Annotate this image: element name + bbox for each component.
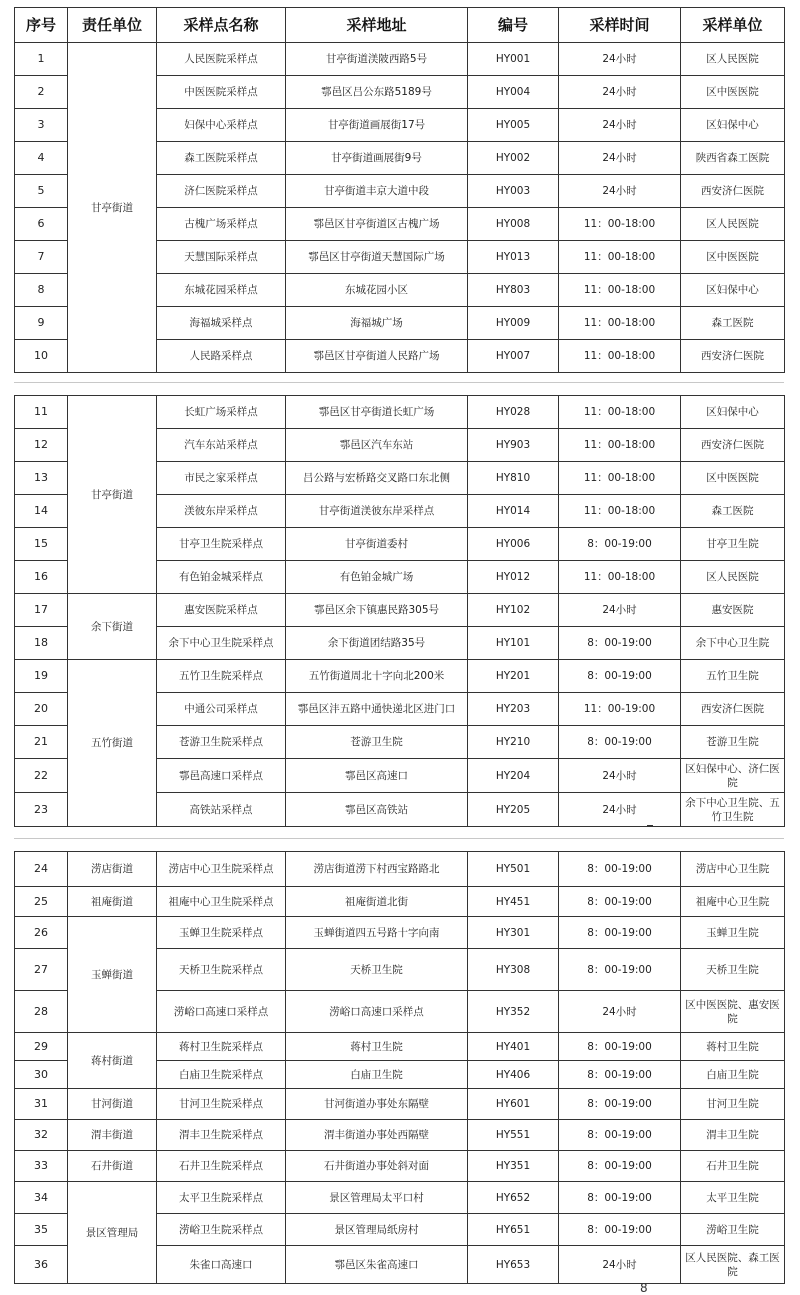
org-cell: 区妇保中心 [681,109,785,142]
name-cell: 甘河卫生院采样点 [157,1089,286,1120]
table-row [15,917,785,949]
unit-cell: 余下街道 [68,594,157,660]
name-cell: 石井卫生院采样点 [157,1151,286,1182]
address-cell: 祖庵街道北街 [286,887,468,917]
address-cell: 蒋村卫生院 [286,1033,468,1061]
seq-cell: 34 [15,1182,68,1214]
org-cell: 西安济仁医院 [681,340,785,373]
org-cell: 渭丰卫生院 [681,1120,785,1151]
time-cell: 11：00-18:00 [559,396,681,429]
org-cell: 五竹卫生院 [681,660,785,693]
code-cell: HY551 [468,1120,559,1151]
time-cell: 24小时 [559,76,681,109]
address-cell: 渭丰街道办事处西隔壁 [286,1120,468,1151]
seq-cell: 33 [15,1151,68,1182]
org-cell: 区人民医院 [681,43,785,76]
name-cell: 古槐广场采样点 [157,208,286,241]
seq-cell: 31 [15,1089,68,1120]
name-cell: 朱雀口高速口 [157,1246,286,1284]
code-cell: HY351 [468,1151,559,1182]
seq-cell: 1 [15,43,68,76]
name-cell: 海福城采样点 [157,307,286,340]
address-cell: 白庙卫生院 [286,1061,468,1089]
org-cell: 区人民医院 [681,561,785,594]
seq-cell: 4 [15,142,68,175]
org-cell: 区妇保中心 [681,274,785,307]
time-cell: 8：00-19:00 [559,660,681,693]
code-cell: HY651 [468,1214,559,1246]
address-cell: 甘亭街道渼陂西路5号 [286,43,468,76]
code-cell: HY352 [468,991,559,1033]
name-cell: 涝峪卫生院采样点 [157,1214,286,1246]
name-cell: 长虹广场采样点 [157,396,286,429]
time-cell: 11：00-19:00 [559,693,681,726]
seq-cell: 30 [15,1061,68,1089]
address-cell: 鄠邑区甘亭街道人民路广场 [286,340,468,373]
seq-cell: 23 [15,793,68,827]
seq-cell: 9 [15,307,68,340]
time-cell: 8：00-19:00 [559,1061,681,1089]
page-number: 8 [640,1281,648,1295]
seq-cell: 7 [15,241,68,274]
address-cell: 余下街道团结路35号 [286,627,468,660]
table-row [15,660,785,693]
code-cell: HY308 [468,949,559,991]
table-row [15,1120,785,1151]
seq-cell: 14 [15,495,68,528]
code-cell: HY008 [468,208,559,241]
unit-cell: 景区管理局 [68,1182,157,1284]
address-cell: 甘河街道办事处东隔壁 [286,1089,468,1120]
code-cell: HY501 [468,852,559,887]
time-cell: 8：00-19:00 [559,917,681,949]
code-cell: HY301 [468,917,559,949]
code-cell: HY210 [468,726,559,759]
time-cell: 11：00-18:00 [559,462,681,495]
seq-cell: 32 [15,1120,68,1151]
code-cell: HY803 [468,274,559,307]
address-cell: 海福城广场 [286,307,468,340]
time-cell: 8：00-19:00 [559,627,681,660]
seq-cell: 36 [15,1246,68,1284]
unit-cell: 渭丰街道 [68,1120,157,1151]
code-cell: HY007 [468,340,559,373]
seq-cell: 20 [15,693,68,726]
name-cell: 太平卫生院采样点 [157,1182,286,1214]
name-cell: 蒋村卫生院采样点 [157,1033,286,1061]
org-cell: 甘河卫生院 [681,1089,785,1120]
time-cell: 8：00-19:00 [559,852,681,887]
table-row [15,1033,785,1061]
code-cell: HY203 [468,693,559,726]
address-cell: 鄠邑区甘亭街道长虹广场 [286,396,468,429]
name-cell: 中通公司采样点 [157,693,286,726]
code-cell: HY013 [468,241,559,274]
table-row [15,852,785,887]
name-cell: 中医医院采样点 [157,76,286,109]
code-cell: HY009 [468,307,559,340]
address-cell: 鄠邑区沣五路中通快递北区进门口 [286,693,468,726]
address-cell: 甘亭街道画展街9号 [286,142,468,175]
address-cell: 涝店街道涝下村西宝路路北 [286,852,468,887]
scan-mark [647,825,653,827]
seq-cell: 25 [15,887,68,917]
org-cell: 西安济仁医院 [681,175,785,208]
name-cell: 涝峪口高速口采样点 [157,991,286,1033]
org-cell: 蒋村卫生院 [681,1033,785,1061]
name-cell: 渼彼东岸采样点 [157,495,286,528]
org-cell: 玉蝉卫生院 [681,917,785,949]
address-cell: 吕公路与宏桥路交叉路口东北侧 [286,462,468,495]
code-cell: HY101 [468,627,559,660]
time-cell: 8：00-19:00 [559,949,681,991]
seq-cell: 17 [15,594,68,627]
address-cell: 鄠邑区吕公东路5189号 [286,76,468,109]
sheet-2-table [14,395,785,827]
time-cell: 24小时 [559,991,681,1033]
seq-cell: 26 [15,917,68,949]
code-cell: HY005 [468,109,559,142]
address-cell: 天桥卫生院 [286,949,468,991]
code-cell: HY006 [468,528,559,561]
name-cell: 鄠邑高速口采样点 [157,759,286,793]
page-separator [14,382,784,383]
org-cell: 区人民医院 [681,208,785,241]
code-cell: HY653 [468,1246,559,1284]
name-cell: 森工医院采样点 [157,142,286,175]
name-cell: 玉蝉卫生院采样点 [157,917,286,949]
code-cell: HY903 [468,429,559,462]
seq-cell: 22 [15,759,68,793]
address-cell: 涝峪口高速口采样点 [286,991,468,1033]
name-cell: 天慧国际采样点 [157,241,286,274]
code-cell: HY204 [468,759,559,793]
address-cell: 苍游卫生院 [286,726,468,759]
seq-cell: 24 [15,852,68,887]
time-cell: 11：00-18:00 [559,307,681,340]
time-cell: 8：00-19:00 [559,528,681,561]
table-row [15,1089,785,1120]
org-cell: 甘亭卫生院 [681,528,785,561]
org-cell: 区中医医院 [681,241,785,274]
seq-cell: 2 [15,76,68,109]
code-cell: HY014 [468,495,559,528]
name-cell: 有色铂金城采样点 [157,561,286,594]
time-cell: 24小时 [559,175,681,208]
org-cell: 天桥卫生院 [681,949,785,991]
seq-cell: 15 [15,528,68,561]
unit-cell: 石井街道 [68,1151,157,1182]
code-cell: HY003 [468,175,559,208]
org-cell: 太平卫生院 [681,1182,785,1214]
address-cell: 鄠邑区高铁站 [286,793,468,827]
page-separator [14,838,784,839]
table-row [15,1182,785,1214]
org-cell: 区中医医院 [681,76,785,109]
name-cell: 东城花园采样点 [157,274,286,307]
address-cell: 玉蝉街道四五号路十字向南 [286,917,468,949]
unit-cell: 涝店街道 [68,852,157,887]
code-cell: HY028 [468,396,559,429]
time-cell: 24小时 [559,793,681,827]
code-cell: HY451 [468,887,559,917]
unit-cell: 五竹街道 [68,660,157,827]
name-cell: 人民医院采样点 [157,43,286,76]
address-cell: 甘亭街道画展街17号 [286,109,468,142]
unit-cell: 蒋村街道 [68,1033,157,1089]
address-cell: 鄠邑区余下镇惠民路305号 [286,594,468,627]
table-row [15,43,785,76]
address-cell: 甘亭街道丰京大道中段 [286,175,468,208]
org-cell: 涝店中心卫生院 [681,852,785,887]
seq-cell: 13 [15,462,68,495]
seq-cell: 10 [15,340,68,373]
org-cell: 余下中心卫生院、五竹卫生院 [681,793,785,827]
time-cell: 24小时 [559,142,681,175]
name-cell: 市民之家采样点 [157,462,286,495]
name-cell: 苍游卫生院采样点 [157,726,286,759]
org-cell: 祖庵中心卫生院 [681,887,785,917]
name-cell: 人民路采样点 [157,340,286,373]
code-cell: HY004 [468,76,559,109]
name-cell: 渭丰卫生院采样点 [157,1120,286,1151]
time-cell: 8：00-19:00 [559,1214,681,1246]
table-row [15,1151,785,1182]
seq-cell: 5 [15,175,68,208]
time-cell: 11：00-18:00 [559,340,681,373]
header-code: 编号 [468,8,559,43]
sheet-1-table [14,7,785,373]
time-cell: 8：00-19:00 [559,1182,681,1214]
time-cell: 8：00-19:00 [559,726,681,759]
code-cell: HY652 [468,1182,559,1214]
header-unit: 责任单位 [68,8,157,43]
unit-cell: 甘亭街道 [68,43,157,373]
time-cell: 24小时 [559,109,681,142]
unit-cell: 甘亭街道 [68,396,157,594]
name-cell: 涝店中心卫生院采样点 [157,852,286,887]
seq-cell: 29 [15,1033,68,1061]
name-cell: 惠安医院采样点 [157,594,286,627]
seq-cell: 35 [15,1214,68,1246]
header-row [15,8,785,43]
code-cell: HY401 [468,1033,559,1061]
address-cell: 鄠邑区甘亭街道区古槐广场 [286,208,468,241]
header-time: 采样时间 [559,8,681,43]
time-cell: 8：00-19:00 [559,1089,681,1120]
address-cell: 五竹街道周北十字向北200米 [286,660,468,693]
name-cell: 余下中心卫生院采样点 [157,627,286,660]
org-cell: 涝峪卫生院 [681,1214,785,1246]
time-cell: 8：00-19:00 [559,1033,681,1061]
code-cell: HY601 [468,1089,559,1120]
org-cell: 森工医院 [681,495,785,528]
seq-cell: 16 [15,561,68,594]
seq-cell: 3 [15,109,68,142]
org-cell: 西安济仁医院 [681,693,785,726]
time-cell: 8：00-19:00 [559,1151,681,1182]
unit-cell: 玉蝉街道 [68,917,157,1033]
org-cell: 苍游卫生院 [681,726,785,759]
code-cell: HY406 [468,1061,559,1089]
time-cell: 8：00-19:00 [559,887,681,917]
header-address: 采样地址 [286,8,468,43]
name-cell: 高铁站采样点 [157,793,286,827]
org-cell: 区妇保中心、济仁医院 [681,759,785,793]
time-cell: 24小时 [559,43,681,76]
org-cell: 石井卫生院 [681,1151,785,1182]
org-cell: 区中医医院、惠安医院 [681,991,785,1033]
address-cell: 鄠邑区汽车东站 [286,429,468,462]
address-cell: 景区管理局纸房村 [286,1214,468,1246]
org-cell: 区妇保中心 [681,396,785,429]
address-cell: 有色铂金城广场 [286,561,468,594]
org-cell: 区中医医院 [681,462,785,495]
code-cell: HY002 [468,142,559,175]
seq-cell: 21 [15,726,68,759]
unit-cell: 甘河街道 [68,1089,157,1120]
name-cell: 五竹卫生院采样点 [157,660,286,693]
org-cell: 陕西省森工医院 [681,142,785,175]
code-cell: HY012 [468,561,559,594]
code-cell: HY001 [468,43,559,76]
org-cell: 惠安医院 [681,594,785,627]
name-cell: 妇保中心采样点 [157,109,286,142]
address-cell: 石井街道办事处斜对面 [286,1151,468,1182]
time-cell: 24小时 [559,1246,681,1284]
table-row [15,396,785,429]
seq-cell: 11 [15,396,68,429]
sheet-3-table [14,851,785,1284]
header-name: 采样点名称 [157,8,286,43]
seq-cell: 8 [15,274,68,307]
seq-cell: 19 [15,660,68,693]
seq-cell: 6 [15,208,68,241]
code-cell: HY102 [468,594,559,627]
time-cell: 11：00-18:00 [559,429,681,462]
address-cell: 景区管理局太平口村 [286,1182,468,1214]
time-cell: 8：00-19:00 [559,1120,681,1151]
code-cell: HY201 [468,660,559,693]
name-cell: 白庙卫生院采样点 [157,1061,286,1089]
name-cell: 济仁医院采样点 [157,175,286,208]
code-cell: HY810 [468,462,559,495]
org-cell: 余下中心卫生院 [681,627,785,660]
org-cell: 西安济仁医院 [681,429,785,462]
org-cell: 区人民医院、森工医院 [681,1246,785,1284]
time-cell: 11：00-18:00 [559,274,681,307]
header-seq: 序号 [15,8,68,43]
address-cell: 东城花园小区 [286,274,468,307]
time-cell: 11：00-18:00 [559,208,681,241]
header-org: 采样单位 [681,8,785,43]
seq-cell: 12 [15,429,68,462]
org-cell: 森工医院 [681,307,785,340]
address-cell: 鄠邑区甘亭街道天慧国际广场 [286,241,468,274]
time-cell: 11：00-18:00 [559,561,681,594]
unit-cell: 祖庵街道 [68,887,157,917]
time-cell: 11：00-18:00 [559,241,681,274]
code-cell: HY205 [468,793,559,827]
org-cell: 白庙卫生院 [681,1061,785,1089]
address-cell: 鄠邑区朱雀高速口 [286,1246,468,1284]
seq-cell: 27 [15,949,68,991]
table-row [15,594,785,627]
address-cell: 鄠邑区高速口 [286,759,468,793]
address-cell: 甘亭街道渼彼东岸采样点 [286,495,468,528]
name-cell: 祖庵中心卫生院采样点 [157,887,286,917]
seq-cell: 28 [15,991,68,1033]
address-cell: 甘亭街道委村 [286,528,468,561]
time-cell: 11：00-18:00 [559,495,681,528]
name-cell: 甘亭卫生院采样点 [157,528,286,561]
seq-cell: 18 [15,627,68,660]
name-cell: 汽车东站采样点 [157,429,286,462]
table-row [15,887,785,917]
time-cell: 24小时 [559,594,681,627]
time-cell: 24小时 [559,759,681,793]
name-cell: 天桥卫生院采样点 [157,949,286,991]
